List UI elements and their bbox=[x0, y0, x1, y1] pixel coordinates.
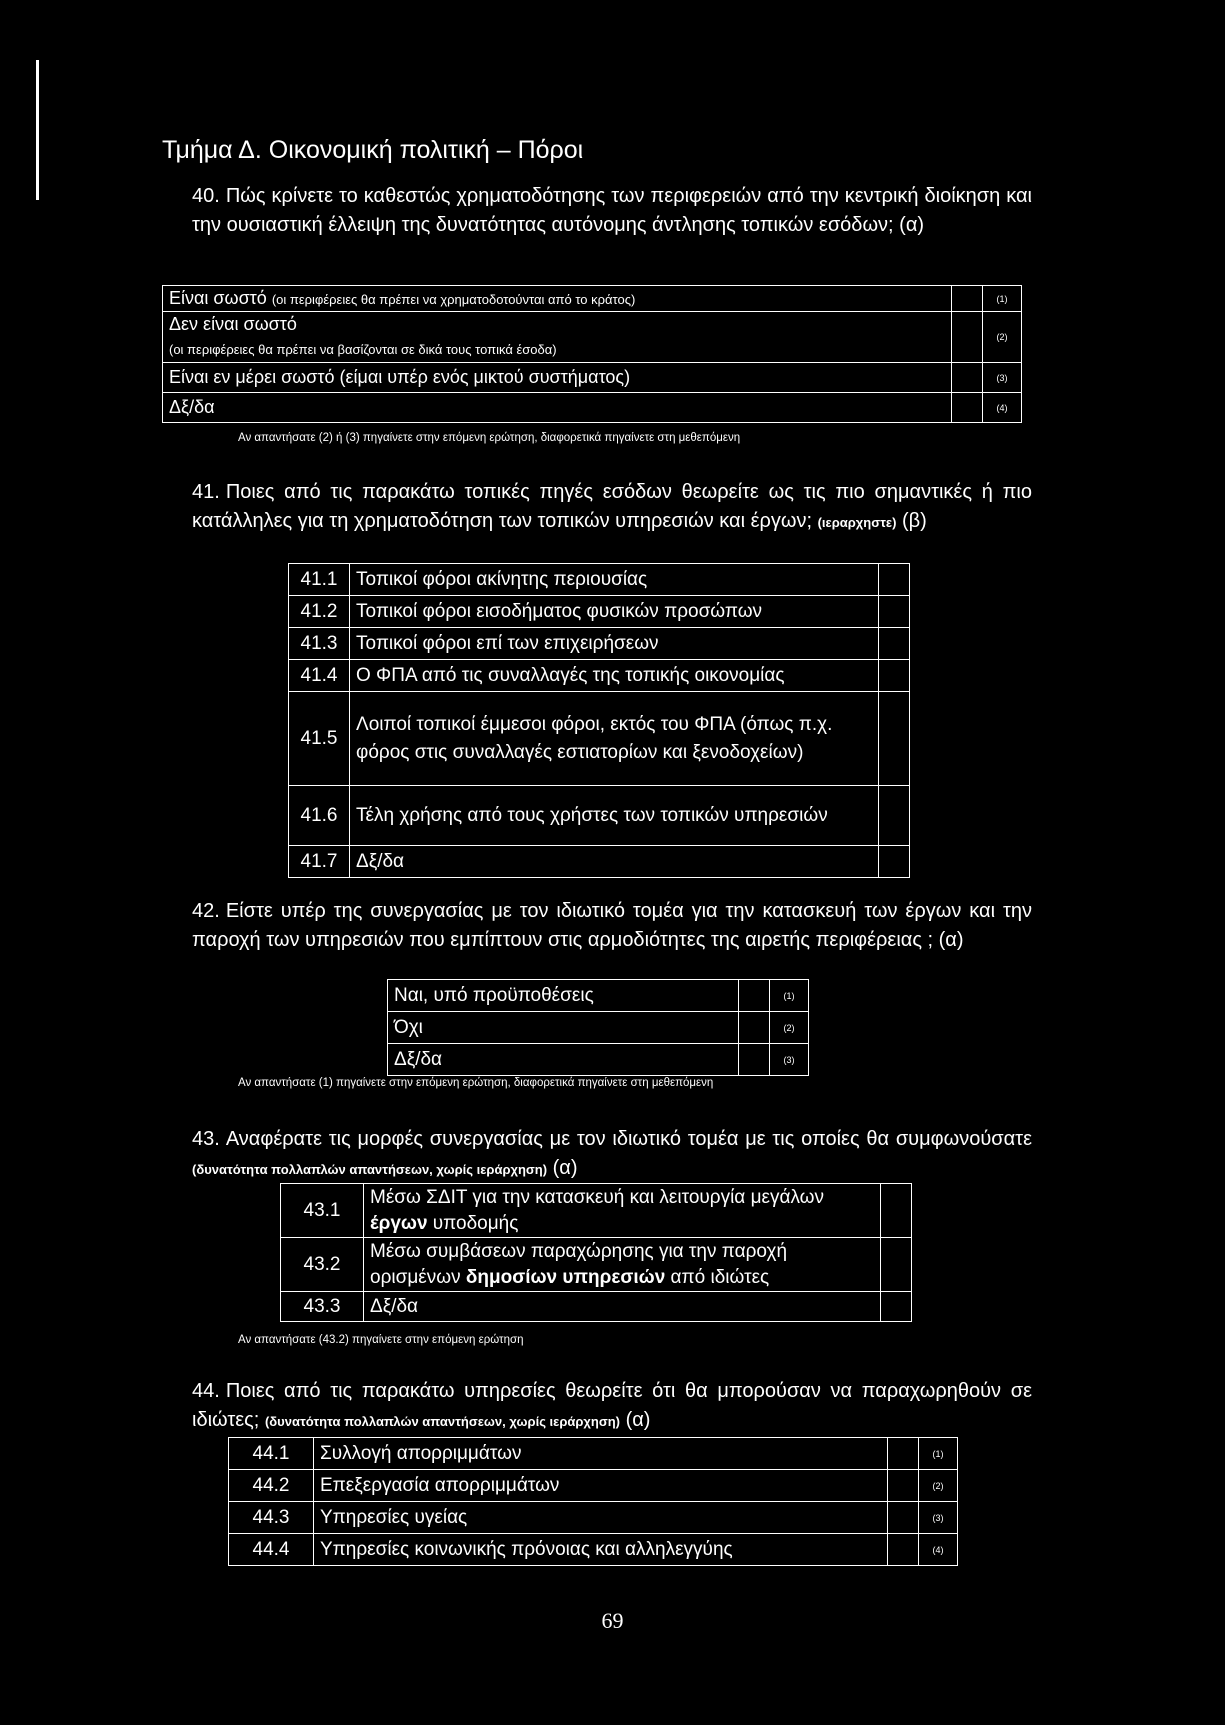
row-label: Τοπικοί φόροι εισοδήματος φυσικών προσώπων bbox=[350, 596, 879, 628]
rank-input[interactable] bbox=[879, 786, 910, 846]
answer-checkbox[interactable] bbox=[739, 1012, 770, 1044]
question-tag: (α) bbox=[552, 1157, 578, 1179]
question-number: 40. bbox=[192, 185, 220, 207]
table-row bbox=[289, 628, 910, 660]
q43-options-table bbox=[280, 1183, 912, 1322]
answer-checkbox[interactable] bbox=[888, 1534, 919, 1566]
row-label: Λοιποί τοπικοί έμμεσοι φόροι, εκτός του ΦΠΑ (όπως π.χ. φόρος στις συναλλαγές εστιατορίων και ξενοδοχείων) bbox=[350, 692, 879, 786]
q44-options-table bbox=[228, 1437, 958, 1566]
option-code: (2) bbox=[770, 1012, 809, 1044]
row-number: 41.4 bbox=[289, 660, 350, 692]
answer-checkbox[interactable] bbox=[952, 363, 983, 393]
option-code: (1) bbox=[919, 1438, 958, 1470]
q41-ranking-table bbox=[288, 563, 910, 878]
question-43 bbox=[192, 1125, 1032, 1184]
row-label: Δξ/δα bbox=[350, 846, 879, 878]
routing-note: Αν απαντήσατε (43.2) πηγαίνετε στην επόμενη ερώτηση bbox=[238, 1334, 524, 1346]
rank-input[interactable] bbox=[879, 564, 910, 596]
answer-checkbox[interactable] bbox=[952, 286, 983, 312]
row-label: Συλλογή απορριμμάτων bbox=[314, 1438, 888, 1470]
option-code: (1) bbox=[770, 980, 809, 1012]
row-label: Επεξεργασία απορριμμάτων bbox=[314, 1470, 888, 1502]
question-42 bbox=[192, 897, 1032, 955]
question-number: 43. bbox=[192, 1128, 220, 1150]
rank-input[interactable] bbox=[879, 692, 910, 786]
question-hint: (ιεραρχηστε) bbox=[817, 515, 897, 530]
option-row bbox=[388, 980, 809, 1012]
routing-note: Αν απαντήσατε (1) πηγαίνετε στην επόμενη ερώτηση, διαφορετικά πηγαίνετε στη μεθεπόμενη bbox=[238, 1077, 714, 1089]
option-label: Δξ/δα bbox=[163, 393, 952, 423]
rank-input[interactable] bbox=[879, 596, 910, 628]
row-number: 43.1 bbox=[281, 1184, 364, 1238]
option-code: (1) bbox=[983, 286, 1022, 312]
option-code: (3) bbox=[983, 363, 1022, 393]
table-row bbox=[289, 596, 910, 628]
page-number: 69 bbox=[601, 1608, 624, 1633]
row-label: Δξ/δα bbox=[364, 1292, 881, 1322]
option-code: (3) bbox=[919, 1502, 958, 1534]
row-label: Υπηρεσίες υγείας bbox=[314, 1502, 888, 1534]
row-label: Ο ΦΠΑ από τις συναλλαγές της τοπικής οικονομίας bbox=[350, 660, 879, 692]
row-number: 44.1 bbox=[229, 1438, 314, 1470]
option-label: Όχι bbox=[388, 1012, 739, 1044]
question-text: Πώς κρίνετε το καθεστώς χρηματοδότησης των περιφερειών από την κεντρική διοίκηση και την ουσιαστική έλλειψη της δυνατότητας αυτόνομης άντλησης τοπικών εσόδων; (α) bbox=[192, 185, 1032, 236]
table-row bbox=[289, 660, 910, 692]
row-number: 41.6 bbox=[289, 786, 350, 846]
answer-checkbox[interactable] bbox=[952, 312, 983, 363]
rank-input[interactable] bbox=[879, 660, 910, 692]
answer-checkbox[interactable] bbox=[888, 1438, 919, 1470]
option-code: (2) bbox=[919, 1470, 958, 1502]
rank-input[interactable] bbox=[879, 846, 910, 878]
question-41 bbox=[192, 478, 1032, 537]
answer-checkbox[interactable] bbox=[881, 1184, 912, 1238]
question-40 bbox=[192, 182, 1032, 240]
row-label: Τέλη χρήσης από τους χρήστες των τοπικών υπηρεσιών bbox=[350, 786, 879, 846]
routing-note: Αν απαντήσατε (2) ή (3) πηγαίνετε στην επόμενη ερώτηση, διαφορετικά πηγαίνετε στη μεθεπόμενη bbox=[238, 432, 741, 444]
answer-checkbox[interactable] bbox=[881, 1292, 912, 1322]
question-text: Είστε υπέρ της συνεργασίας με τον ιδιωτικό τομέα για την κατασκευή των έργων και την παροχή των υπηρεσιών που εμπίπτουν στις αρμοδιότητες της αιρετής περιφέρειας ; (α) bbox=[192, 900, 1032, 951]
option-row bbox=[163, 312, 1022, 363]
row-number: 41.5 bbox=[289, 692, 350, 786]
table-row bbox=[281, 1292, 912, 1322]
option-code: (4) bbox=[919, 1534, 958, 1566]
question-44 bbox=[192, 1377, 1032, 1436]
table-row bbox=[229, 1534, 958, 1566]
question-number: 41. bbox=[192, 481, 220, 503]
answer-checkbox[interactable] bbox=[952, 393, 983, 423]
option-row bbox=[163, 393, 1022, 423]
margin-line bbox=[36, 60, 39, 200]
question-text: Αναφέρατε τις μορφές συνεργασίας με τον ιδιωτικό τομέα με τις οποίες θα συμφωνούσατε bbox=[225, 1128, 1032, 1150]
answer-checkbox[interactable] bbox=[739, 980, 770, 1012]
question-text: Ποιες από τις παρακάτω υπηρεσίες θεωρείτε ότι θα μπορούσαν να παραχωρηθούν σε ιδιώτες; bbox=[192, 1380, 1032, 1431]
row-number: 43.2 bbox=[281, 1238, 364, 1292]
table-row bbox=[289, 846, 910, 878]
answer-checkbox[interactable] bbox=[888, 1502, 919, 1534]
option-label: Είναι σωστό (οι περιφέρειες θα πρέπει να χρηματοδοτούνται από το κράτος) bbox=[163, 286, 952, 312]
option-code: (2) bbox=[983, 312, 1022, 363]
row-label: Μέσω συμβάσεων παραχώρησης για την παροχή ορισμένων δημοσίων υπηρεσιών από ιδιώτες bbox=[364, 1238, 881, 1292]
option-code: (3) bbox=[770, 1044, 809, 1076]
table-row bbox=[289, 692, 910, 786]
table-row bbox=[289, 564, 910, 596]
option-code: (4) bbox=[983, 393, 1022, 423]
option-row bbox=[388, 1044, 809, 1076]
row-number: 44.4 bbox=[229, 1534, 314, 1566]
table-row bbox=[281, 1184, 912, 1238]
row-number: 41.7 bbox=[289, 846, 350, 878]
rank-input[interactable] bbox=[879, 628, 910, 660]
table-row bbox=[229, 1502, 958, 1534]
q42-options-table bbox=[387, 979, 809, 1076]
option-row bbox=[163, 286, 1022, 312]
table-row bbox=[281, 1238, 912, 1292]
row-label: Υπηρεσίες κοινωνικής πρόνοιας και αλληλεγγύης bbox=[314, 1534, 888, 1566]
option-row bbox=[163, 363, 1022, 393]
row-number: 44.3 bbox=[229, 1502, 314, 1534]
row-label: Μέσω ΣΔΙΤ για την κατασκευή και λειτουργία μεγάλων έργων υποδομής bbox=[364, 1184, 881, 1238]
option-row bbox=[388, 1012, 809, 1044]
question-number: 44. bbox=[192, 1380, 220, 1402]
table-row bbox=[229, 1470, 958, 1502]
answer-checkbox[interactable] bbox=[739, 1044, 770, 1076]
question-number: 42. bbox=[192, 900, 220, 922]
option-label: Είναι εν μέρει σωστό (είμαι υπέρ ενός μικτού συστήματος) bbox=[163, 363, 952, 393]
question-tag: (β) bbox=[901, 510, 927, 532]
row-number: 43.3 bbox=[281, 1292, 364, 1322]
table-row bbox=[229, 1438, 958, 1470]
answer-checkbox[interactable] bbox=[888, 1470, 919, 1502]
row-number: 41.1 bbox=[289, 564, 350, 596]
section-title: Τμήμα Δ. Οικονομική πολιτική – Πόροι bbox=[162, 136, 584, 164]
question-text: Ποιες από τις παρακάτω τοπικές πηγές εσόδων θεωρείτε ως τις πιο σημαντικές ή πιο κατάλληλες για τη χρηματοδότηση των τοπικών υπηρεσιών και έργων; bbox=[192, 481, 1032, 532]
row-number: 41.2 bbox=[289, 596, 350, 628]
row-label: Τοπικοί φόροι ακίνητης περιουσίας bbox=[350, 564, 879, 596]
answer-checkbox[interactable] bbox=[881, 1238, 912, 1292]
row-number: 44.2 bbox=[229, 1470, 314, 1502]
option-label: Δεν είναι σωστό (οι περιφέρειες θα πρέπει να βασίζονται σε δικά τους τοπικά έσοδα) bbox=[163, 312, 952, 363]
row-label: Τοπικοί φόροι επί των επιχειρήσεων bbox=[350, 628, 879, 660]
row-number: 41.3 bbox=[289, 628, 350, 660]
question-hint: (δυνατότητα πολλαπλών απαντήσεων, χωρίς ιεράρχηση) bbox=[264, 1414, 621, 1429]
option-label: Δξ/δα bbox=[388, 1044, 739, 1076]
q40-options-table bbox=[162, 285, 1022, 423]
question-tag: (α) bbox=[625, 1409, 651, 1431]
table-row bbox=[289, 786, 910, 846]
question-hint: (δυνατότητα πολλαπλών απαντήσεων, χωρίς ιεράρχηση) bbox=[192, 1162, 548, 1177]
option-label: Ναι, υπό προϋποθέσεις bbox=[388, 980, 739, 1012]
